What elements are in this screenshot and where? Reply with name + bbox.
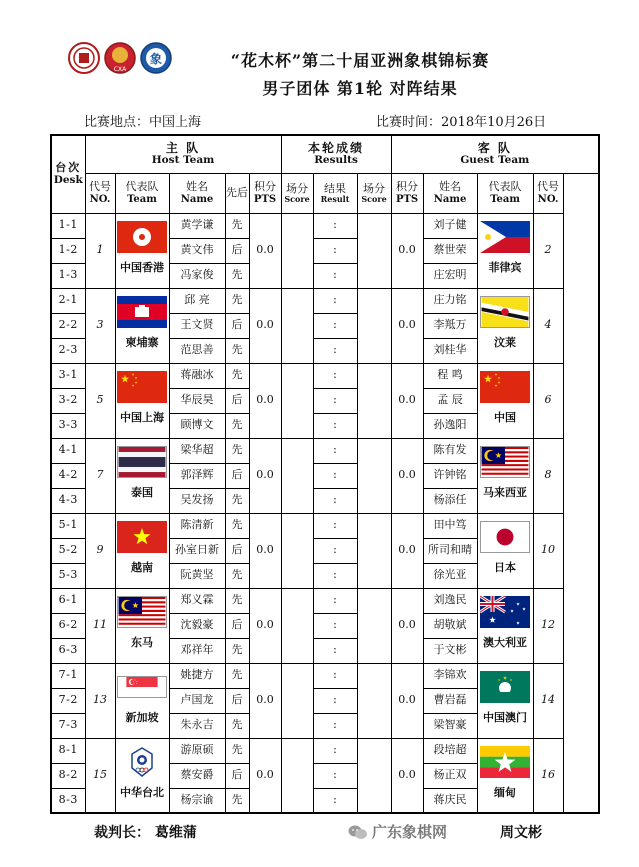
host-code: 5 bbox=[85, 363, 115, 438]
singapore-flag bbox=[117, 676, 167, 698]
guest-score bbox=[357, 213, 391, 288]
guest-code: 2 bbox=[533, 213, 563, 288]
australia-flag bbox=[480, 596, 530, 628]
guest-player-name: 陈有发 bbox=[423, 438, 477, 463]
desk-number: 6-2 bbox=[51, 613, 85, 638]
host-team-cell bbox=[115, 438, 169, 513]
board-result: : bbox=[313, 638, 357, 663]
host-team-cell bbox=[115, 363, 169, 438]
host-score bbox=[281, 588, 313, 663]
host-player-name: 沈毅豪 bbox=[169, 613, 225, 638]
move-order: 先 bbox=[225, 588, 249, 613]
host-player-name: 吴发扬 bbox=[169, 488, 225, 513]
guest-player-name: 蒋庆民 bbox=[423, 788, 477, 813]
desk-number: 4-2 bbox=[51, 463, 85, 488]
desk-number: 1-1 bbox=[51, 213, 85, 238]
move-order: 先 bbox=[225, 413, 249, 438]
table-row bbox=[51, 588, 599, 613]
philippines-flag bbox=[480, 221, 530, 253]
guest-player-name: 李羝万 bbox=[423, 313, 477, 338]
board-result: : bbox=[313, 213, 357, 238]
host-team-cell bbox=[115, 288, 169, 363]
move-order: 后 bbox=[225, 613, 249, 638]
host-score bbox=[281, 663, 313, 738]
host-team-name: 中国上海 bbox=[120, 410, 164, 424]
guest-points: 0.0 bbox=[391, 363, 423, 438]
host-player-name: 蒋融冰 bbox=[169, 363, 225, 388]
desk-number: 3-1 bbox=[51, 363, 85, 388]
guest-score bbox=[357, 288, 391, 363]
guest-team-name: 日本 bbox=[494, 560, 517, 574]
host-player-name: 郑义霖 bbox=[169, 588, 225, 613]
move-order: 先 bbox=[225, 263, 249, 288]
board-result: : bbox=[313, 713, 357, 738]
guest-points: 0.0 bbox=[391, 738, 423, 813]
host-player-name: 华辰昊 bbox=[169, 388, 225, 413]
host-team-col-header: 代表队 Team bbox=[115, 173, 169, 213]
desk-number: 8-2 bbox=[51, 763, 85, 788]
host-team-cell bbox=[115, 738, 169, 813]
host-pts-header: 积分 PTS bbox=[249, 173, 281, 213]
host-player-name: 蔡安爵 bbox=[169, 763, 225, 788]
board-result: : bbox=[313, 238, 357, 263]
venue-text: 比赛地点：中国上海 bbox=[84, 115, 202, 130]
desk-number: 7-3 bbox=[51, 713, 85, 738]
host-points: 0.0 bbox=[249, 363, 281, 438]
desk-number: 2-3 bbox=[51, 338, 85, 363]
guest-score bbox=[357, 363, 391, 438]
guest-team-name: 中国 bbox=[494, 410, 517, 424]
move-order: 先 bbox=[225, 438, 249, 463]
guest-team-col-header: 代表队 Team bbox=[477, 173, 533, 213]
guest-team-name: 汶莱 bbox=[494, 335, 517, 349]
host-player-name: 阮黄坚 bbox=[169, 563, 225, 588]
host-team-cell bbox=[115, 588, 169, 663]
move-order: 先 bbox=[225, 713, 249, 738]
guest-player-name: 段培超 bbox=[423, 738, 477, 763]
host-score bbox=[281, 288, 313, 363]
desk-number: 6-3 bbox=[51, 638, 85, 663]
host-code: 11 bbox=[85, 588, 115, 663]
host-code-header: 代号 NO. bbox=[85, 173, 115, 213]
guest-team-cell bbox=[477, 738, 533, 813]
guest-player-name: 于文彬 bbox=[423, 638, 477, 663]
board-result: : bbox=[313, 413, 357, 438]
host-team-name: 中华台北 bbox=[120, 785, 164, 799]
guest-code: 10 bbox=[533, 513, 563, 588]
move-order: 后 bbox=[225, 313, 249, 338]
table-row bbox=[51, 288, 599, 313]
guest-score bbox=[357, 738, 391, 813]
host-points: 0.0 bbox=[249, 738, 281, 813]
desk-header: 台次 Desk bbox=[51, 135, 85, 213]
guest-player-name: 刘子健 bbox=[423, 213, 477, 238]
host-points: 0.0 bbox=[249, 513, 281, 588]
move-order: 先 bbox=[225, 563, 249, 588]
guest-player-name: 李锦欢 bbox=[423, 663, 477, 688]
recorder-name: 周文彬 bbox=[500, 825, 542, 841]
guest-pts-header: 积分 PTS bbox=[391, 173, 423, 213]
board-result: : bbox=[313, 513, 357, 538]
host-player-name: 卢国龙 bbox=[169, 688, 225, 713]
board-result: : bbox=[313, 488, 357, 513]
referee-label: 裁判长： 葛维蒲 bbox=[94, 825, 197, 841]
header-row-2 bbox=[51, 173, 599, 213]
guest-team-cell bbox=[477, 363, 533, 438]
move-order: 后 bbox=[225, 388, 249, 413]
guest-team-cell bbox=[477, 663, 533, 738]
desk-number: 4-1 bbox=[51, 438, 85, 463]
guest-score bbox=[357, 588, 391, 663]
guest-code: 4 bbox=[533, 288, 563, 363]
host-team-name: 越南 bbox=[131, 560, 153, 574]
board-result: : bbox=[313, 338, 357, 363]
host-code: 9 bbox=[85, 513, 115, 588]
pairings-table bbox=[50, 134, 600, 814]
host-points: 0.0 bbox=[249, 663, 281, 738]
board-result: : bbox=[313, 363, 357, 388]
guest-points: 0.0 bbox=[391, 663, 423, 738]
host-code: 13 bbox=[85, 663, 115, 738]
move-order: 后 bbox=[225, 238, 249, 263]
guest-points: 0.0 bbox=[391, 288, 423, 363]
guest-points: 0.0 bbox=[391, 513, 423, 588]
host-player-name: 邓祥年 bbox=[169, 638, 225, 663]
desk-number: 3-3 bbox=[51, 413, 85, 438]
move-order: 先 bbox=[225, 738, 249, 763]
host-team-name: 泰国 bbox=[131, 485, 153, 499]
guest-score-header: 场分 Score bbox=[357, 173, 391, 213]
guest-name-header: 姓名 Name bbox=[423, 173, 477, 213]
china-flag bbox=[117, 371, 167, 403]
host-points: 0.0 bbox=[249, 438, 281, 513]
thailand-flag bbox=[117, 446, 167, 478]
host-score-header: 场分 Score bbox=[281, 173, 313, 213]
guest-player-name: 蔡世荣 bbox=[423, 238, 477, 263]
move-order: 先 bbox=[225, 488, 249, 513]
guest-code: 14 bbox=[533, 663, 563, 738]
chess-pieces-logo bbox=[69, 43, 99, 73]
host-player-name: 王文贤 bbox=[169, 313, 225, 338]
table-row bbox=[51, 738, 599, 763]
host-player-name: 姚捷方 bbox=[169, 663, 225, 688]
host-player-name: 梁华超 bbox=[169, 438, 225, 463]
board-result: : bbox=[313, 588, 357, 613]
guest-team-cell bbox=[477, 588, 533, 663]
host-points: 0.0 bbox=[249, 213, 281, 288]
guest-team-cell bbox=[477, 438, 533, 513]
board-result: : bbox=[313, 313, 357, 338]
event-title: “花木杯”第二十届亚洲象棋锦标赛 bbox=[230, 51, 490, 70]
host-player-name: 孙室日新 bbox=[169, 538, 225, 563]
wechat-icon bbox=[348, 824, 368, 840]
guest-team-name: 中国澳门 bbox=[483, 710, 528, 724]
move-order: 后 bbox=[225, 763, 249, 788]
host-team-name: 中国香港 bbox=[120, 260, 164, 274]
host-code: 3 bbox=[85, 288, 115, 363]
guest-player-name: 杨添任 bbox=[423, 488, 477, 513]
host-score bbox=[281, 213, 313, 288]
board-result: : bbox=[313, 538, 357, 563]
vietnam-flag bbox=[117, 521, 167, 553]
host-team-cell bbox=[115, 213, 169, 288]
desk-number: 2-1 bbox=[51, 288, 85, 313]
host-points: 0.0 bbox=[249, 288, 281, 363]
board-result: : bbox=[313, 438, 357, 463]
guest-player-name: 杨正双 bbox=[423, 763, 477, 788]
desk-number: 8-1 bbox=[51, 738, 85, 763]
guest-player-name: 胡敬斌 bbox=[423, 613, 477, 638]
guest-points: 0.0 bbox=[391, 213, 423, 288]
host-name-header: 姓名 Name bbox=[169, 173, 225, 213]
host-player-name: 陈清新 bbox=[169, 513, 225, 538]
guest-score bbox=[357, 663, 391, 738]
desk-number: 2-2 bbox=[51, 313, 85, 338]
brunei-flag bbox=[480, 296, 530, 328]
host-team-header: 主 队 Host Team bbox=[85, 135, 281, 173]
guest-team-name: 澳大利亚 bbox=[483, 635, 528, 649]
svg-text:CXA: CXA bbox=[113, 66, 127, 73]
guest-team-name: 缅甸 bbox=[494, 785, 517, 799]
move-order: 后 bbox=[225, 688, 249, 713]
results-header: 本轮成绩 Results bbox=[281, 135, 391, 173]
move-order: 先 bbox=[225, 663, 249, 688]
malaysia-flag bbox=[117, 596, 167, 628]
host-team-name: 柬埔寨 bbox=[125, 335, 159, 349]
move-order: 先 bbox=[225, 513, 249, 538]
host-score bbox=[281, 438, 313, 513]
desk-number: 7-2 bbox=[51, 688, 85, 713]
guest-player-name: 曹岩磊 bbox=[423, 688, 477, 713]
desk-number: 1-3 bbox=[51, 263, 85, 288]
desk-number: 3-2 bbox=[51, 388, 85, 413]
host-team-name: 东马 bbox=[131, 635, 153, 649]
cambodia-flag bbox=[117, 296, 167, 328]
host-score bbox=[281, 513, 313, 588]
desk-number: 7-1 bbox=[51, 663, 85, 688]
macau-flag bbox=[480, 671, 530, 703]
guest-points: 0.0 bbox=[391, 438, 423, 513]
result-header: 结果 Result bbox=[313, 173, 357, 213]
date-text: 比赛时间：2018年10月26日 bbox=[376, 115, 547, 130]
guest-team-name: 马来西亚 bbox=[483, 485, 528, 499]
guest-code: 8 bbox=[533, 438, 563, 513]
guest-team-name: 菲律宾 bbox=[488, 260, 522, 274]
board-result: : bbox=[313, 388, 357, 413]
host-player-name: 郭泽辉 bbox=[169, 463, 225, 488]
table-row bbox=[51, 363, 599, 388]
host-player-name: 冯家俊 bbox=[169, 263, 225, 288]
host-points: 0.0 bbox=[249, 588, 281, 663]
host-player-name: 邱 亮 bbox=[169, 288, 225, 313]
host-player-name: 顾博文 bbox=[169, 413, 225, 438]
host-score bbox=[281, 738, 313, 813]
host-team-cell bbox=[115, 513, 169, 588]
guest-score bbox=[357, 438, 391, 513]
board-result: : bbox=[313, 463, 357, 488]
desk-number: 8-3 bbox=[51, 788, 85, 813]
guest-code-header: 代号 NO. bbox=[533, 173, 563, 213]
guest-player-name: 田中笃 bbox=[423, 513, 477, 538]
table-row bbox=[51, 213, 599, 238]
guest-player-name: 梁智豪 bbox=[423, 713, 477, 738]
header-row-1 bbox=[51, 135, 599, 173]
guest-player-name: 孙逸阳 bbox=[423, 413, 477, 438]
guest-player-name: 徐光亚 bbox=[423, 563, 477, 588]
guest-player-name: 许钟铭 bbox=[423, 463, 477, 488]
myanmar-flag bbox=[480, 746, 530, 778]
guest-team-cell bbox=[477, 513, 533, 588]
watermark-text: 广东象棋网 bbox=[372, 823, 448, 841]
host-player-name: 游原硕 bbox=[169, 738, 225, 763]
china-flag bbox=[480, 371, 530, 403]
board-result: : bbox=[313, 763, 357, 788]
desk-number: 5-2 bbox=[51, 538, 85, 563]
round-title: 男子团体 第1轮 对阵结果 bbox=[262, 79, 458, 98]
guest-player-name: 庄宏明 bbox=[423, 263, 477, 288]
guest-player-name: 所司和晴 bbox=[423, 538, 477, 563]
move-order: 后 bbox=[225, 463, 249, 488]
host-code: 15 bbox=[85, 738, 115, 813]
board-result: : bbox=[313, 663, 357, 688]
guest-team-cell bbox=[477, 213, 533, 288]
malaysia-flag bbox=[480, 446, 530, 478]
host-code: 1 bbox=[85, 213, 115, 288]
guest-code: 16 bbox=[533, 738, 563, 813]
host-player-name: 范思善 bbox=[169, 338, 225, 363]
desk-number: 5-3 bbox=[51, 563, 85, 588]
board-result: : bbox=[313, 288, 357, 313]
guest-score bbox=[357, 513, 391, 588]
guest-code: 6 bbox=[533, 363, 563, 438]
board-result: : bbox=[313, 688, 357, 713]
host-player-name: 杨宗谕 bbox=[169, 788, 225, 813]
move-order: 先 bbox=[225, 338, 249, 363]
desk-number: 5-1 bbox=[51, 513, 85, 538]
move-order: 先 bbox=[225, 288, 249, 313]
guest-points: 0.0 bbox=[391, 588, 423, 663]
move-order: 先 bbox=[225, 638, 249, 663]
host-code: 7 bbox=[85, 438, 115, 513]
order-header: 先后 bbox=[225, 173, 249, 213]
host-player-name: 朱永吉 bbox=[169, 713, 225, 738]
guest-player-name: 庄力铭 bbox=[423, 288, 477, 313]
host-score bbox=[281, 363, 313, 438]
move-order: 先 bbox=[225, 788, 249, 813]
guest-player-name: 刘桂华 bbox=[423, 338, 477, 363]
cxa-logo bbox=[105, 43, 135, 73]
host-player-name: 黄学谦 bbox=[169, 213, 225, 238]
board-result: : bbox=[313, 563, 357, 588]
board-result: : bbox=[313, 263, 357, 288]
move-order: 后 bbox=[225, 538, 249, 563]
table-row bbox=[51, 438, 599, 463]
host-team-name: 新加坡 bbox=[125, 710, 159, 724]
table-row bbox=[51, 663, 599, 688]
guest-player-name: 程 鸣 bbox=[423, 363, 477, 388]
desk-number: 4-3 bbox=[51, 488, 85, 513]
move-order: 先 bbox=[225, 213, 249, 238]
table-row bbox=[51, 513, 599, 538]
guest-team-header: 客 队 Guest Team bbox=[391, 135, 599, 173]
chinese-taipei-flag bbox=[117, 746, 167, 778]
board-result: : bbox=[313, 788, 357, 813]
desk-number: 6-1 bbox=[51, 588, 85, 613]
svg-text:象: 象 bbox=[149, 52, 163, 66]
guest-player-name: 孟 辰 bbox=[423, 388, 477, 413]
guest-code: 12 bbox=[533, 588, 563, 663]
host-player-name: 黄文伟 bbox=[169, 238, 225, 263]
guest-player-name: 刘逸民 bbox=[423, 588, 477, 613]
board-result: : bbox=[313, 613, 357, 638]
hong-kong-flag bbox=[117, 221, 167, 253]
desk-number: 1-2 bbox=[51, 238, 85, 263]
host-team-cell bbox=[115, 663, 169, 738]
japan-flag bbox=[480, 521, 530, 553]
move-order: 先 bbox=[225, 363, 249, 388]
board-result: : bbox=[313, 738, 357, 763]
guest-team-cell bbox=[477, 288, 533, 363]
